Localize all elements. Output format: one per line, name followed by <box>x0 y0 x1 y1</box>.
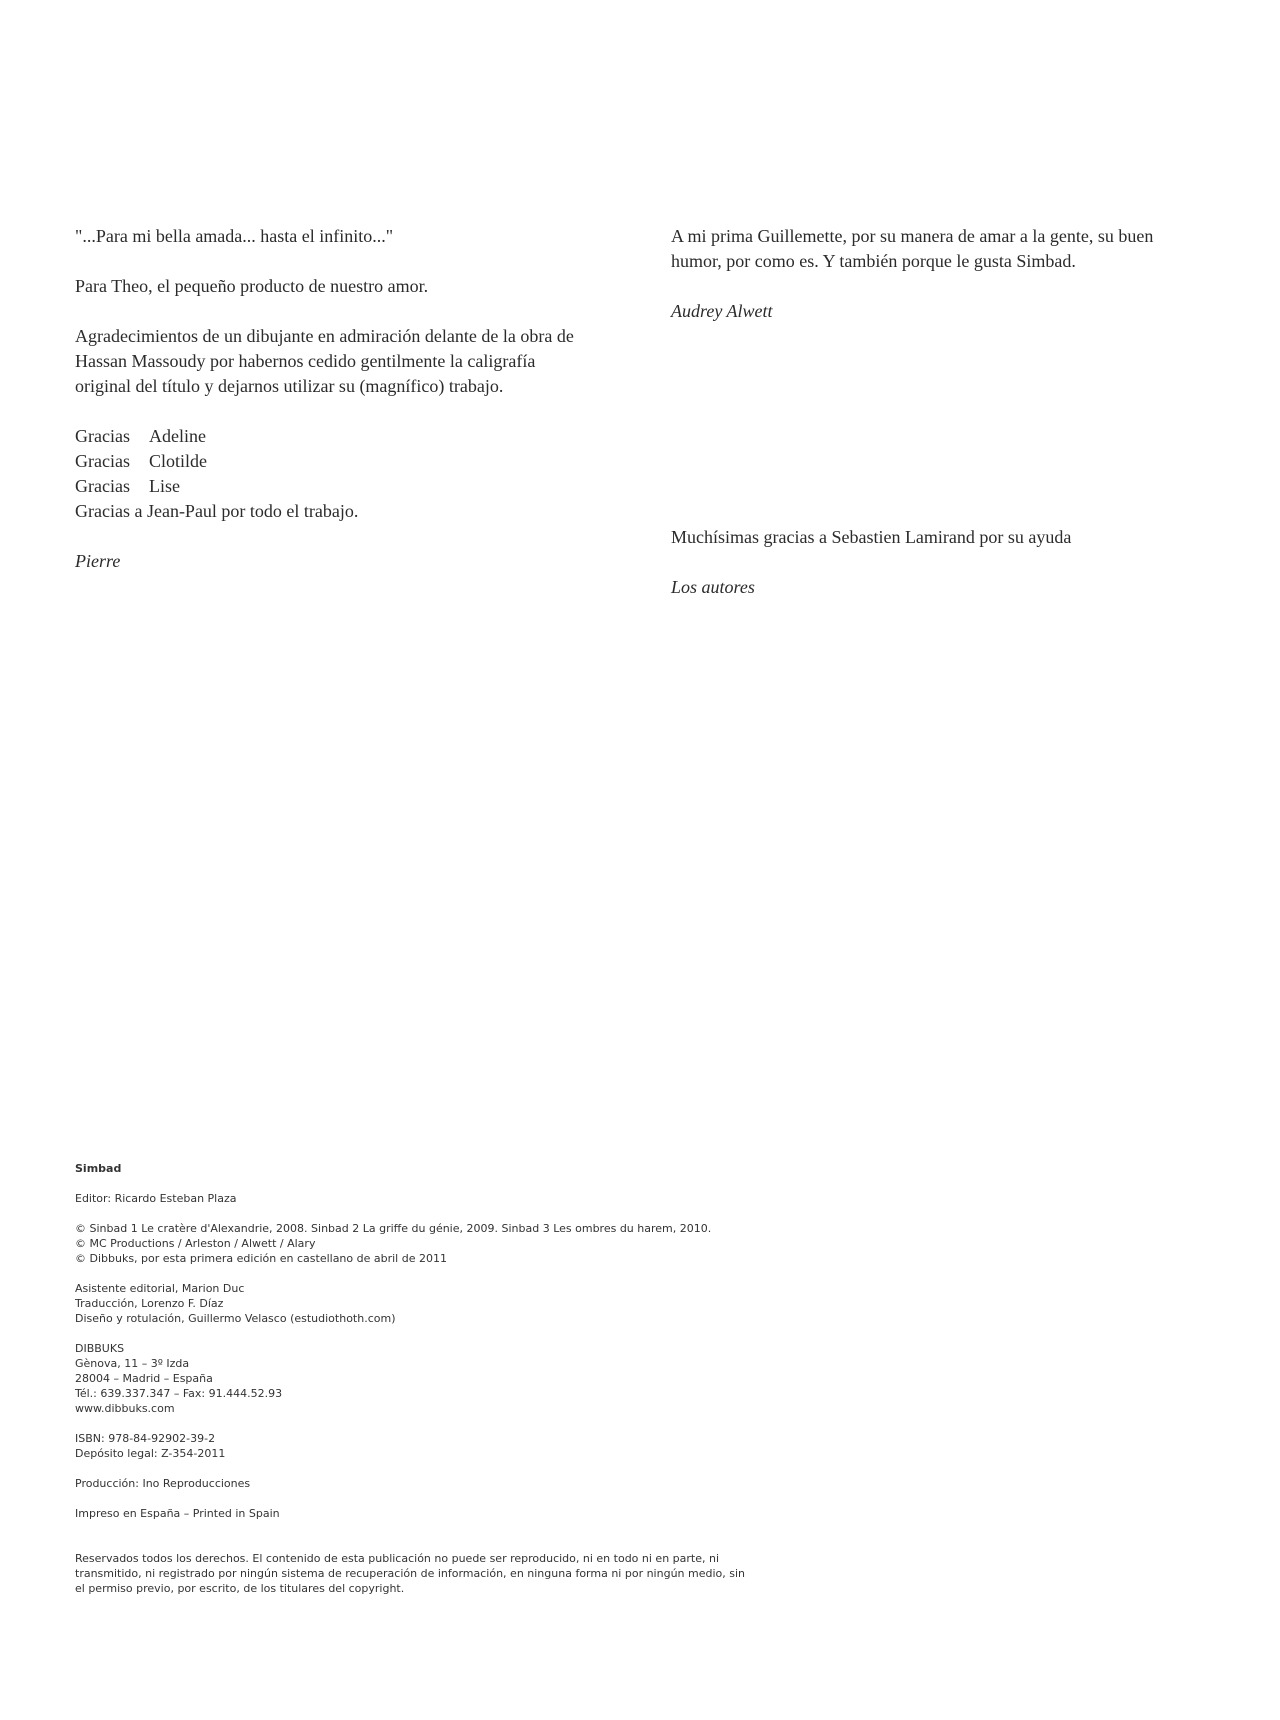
left-dedication-column <box>75 224 595 574</box>
thanks-last-line: Gracias a Jean-Paul por todo el trabajo. <box>75 501 359 521</box>
thanks-name: Adeline <box>149 426 206 446</box>
copyright-line: © MC Productions / Arleston / Alwett / Alary <box>75 1237 316 1250</box>
thanks-line <box>75 474 595 499</box>
thanks-name: Clotilde <box>149 451 207 471</box>
signature-audrey: Audrey Alwett <box>671 301 773 321</box>
copyright-block <box>75 1221 755 1266</box>
credit-line: Diseño y rotulación, Guillermo Velasco (estudiothoth.com) <box>75 1312 396 1325</box>
dedication-text-right: A mi prima Guillemette, por su manera de amar a la gente, su buen humor, por como es. Y también porque le gusta Simbad. <box>671 226 1154 271</box>
isbn-block <box>75 1431 755 1461</box>
colophon-title: Simbad <box>75 1162 122 1175</box>
right-dedication-column <box>671 224 1171 324</box>
copyright-line: © Sinbad 1 Le cratère d'Alexandrie, 2008. Sinbad 2 La griffe du génie, 2009. Sinbad 3 Les ombres du harem, 2010. <box>75 1222 712 1235</box>
publisher-website: www.dibbuks.com <box>75 1402 175 1415</box>
signature-pierre: Pierre <box>75 551 121 571</box>
credit-line: Asistente editorial, Marion Duc <box>75 1282 245 1295</box>
thanks-word: Gracias <box>75 426 130 446</box>
credits-block <box>75 1281 755 1326</box>
credit-line: Traducción, Lorenzo F. Díaz <box>75 1297 224 1310</box>
publisher-city: 28004 – Madrid – España <box>75 1372 213 1385</box>
thanks-name: Lise <box>149 476 180 496</box>
publisher-phone: Tél.: 639.337.347 – Fax: 91.444.52.93 <box>75 1387 283 1400</box>
colophon <box>75 1161 755 1611</box>
acknowledgment-text: Agradecimientos de un dibujante en admiración delante de la obra de Hassan Massoudy por habernos cedido gentilmente la caligrafía original del título y dejarnos utilizar su (magnífico) trabajo. <box>75 326 574 396</box>
thanks-list <box>75 424 595 524</box>
thanks-word: Gracias <box>75 451 130 471</box>
signature-authors: Los autores <box>671 577 755 597</box>
editor-line: Editor: Ricardo Esteban Plaza <box>75 1192 237 1205</box>
thanks-word: Gracias <box>75 476 130 496</box>
publisher-name: DIBBUKS <box>75 1342 125 1355</box>
production-line: Producción: Ino Reproducciones <box>75 1477 251 1490</box>
rights-notice: Reservados todos los derechos. El contenido de esta publicación no puede ser reproducido, ni en todo ni en parte, ni transmitido, ni registrado por ningún sistema de recuperación de información, en ninguna forma ni por ningún medio, sin el permiso previo, por escrito, de los titulares del copyright. <box>75 1552 746 1595</box>
printed-line: Impreso en España – Printed in Spain <box>75 1507 280 1520</box>
thanks-text-right: Muchísimas gracias a Sebastien Lamirand por su ayuda <box>671 527 1072 547</box>
copyright-line: © Dibbuks, por esta primera edición en castellano de abril de 2011 <box>75 1252 447 1265</box>
dedication-text: Para Theo, el pequeño producto de nuestro amor. <box>75 276 429 296</box>
isbn-line: ISBN: 978-84-92902-39-2 <box>75 1432 216 1445</box>
thanks-line <box>75 424 595 449</box>
quote-text: "...Para mi bella amada... hasta el infinito..." <box>75 226 394 246</box>
publisher-block <box>75 1341 755 1416</box>
thanks-line <box>75 449 595 474</box>
legal-deposit-line: Depósito legal: Z-354-2011 <box>75 1447 226 1460</box>
publisher-address: Gènova, 11 – 3º Izda <box>75 1357 190 1370</box>
